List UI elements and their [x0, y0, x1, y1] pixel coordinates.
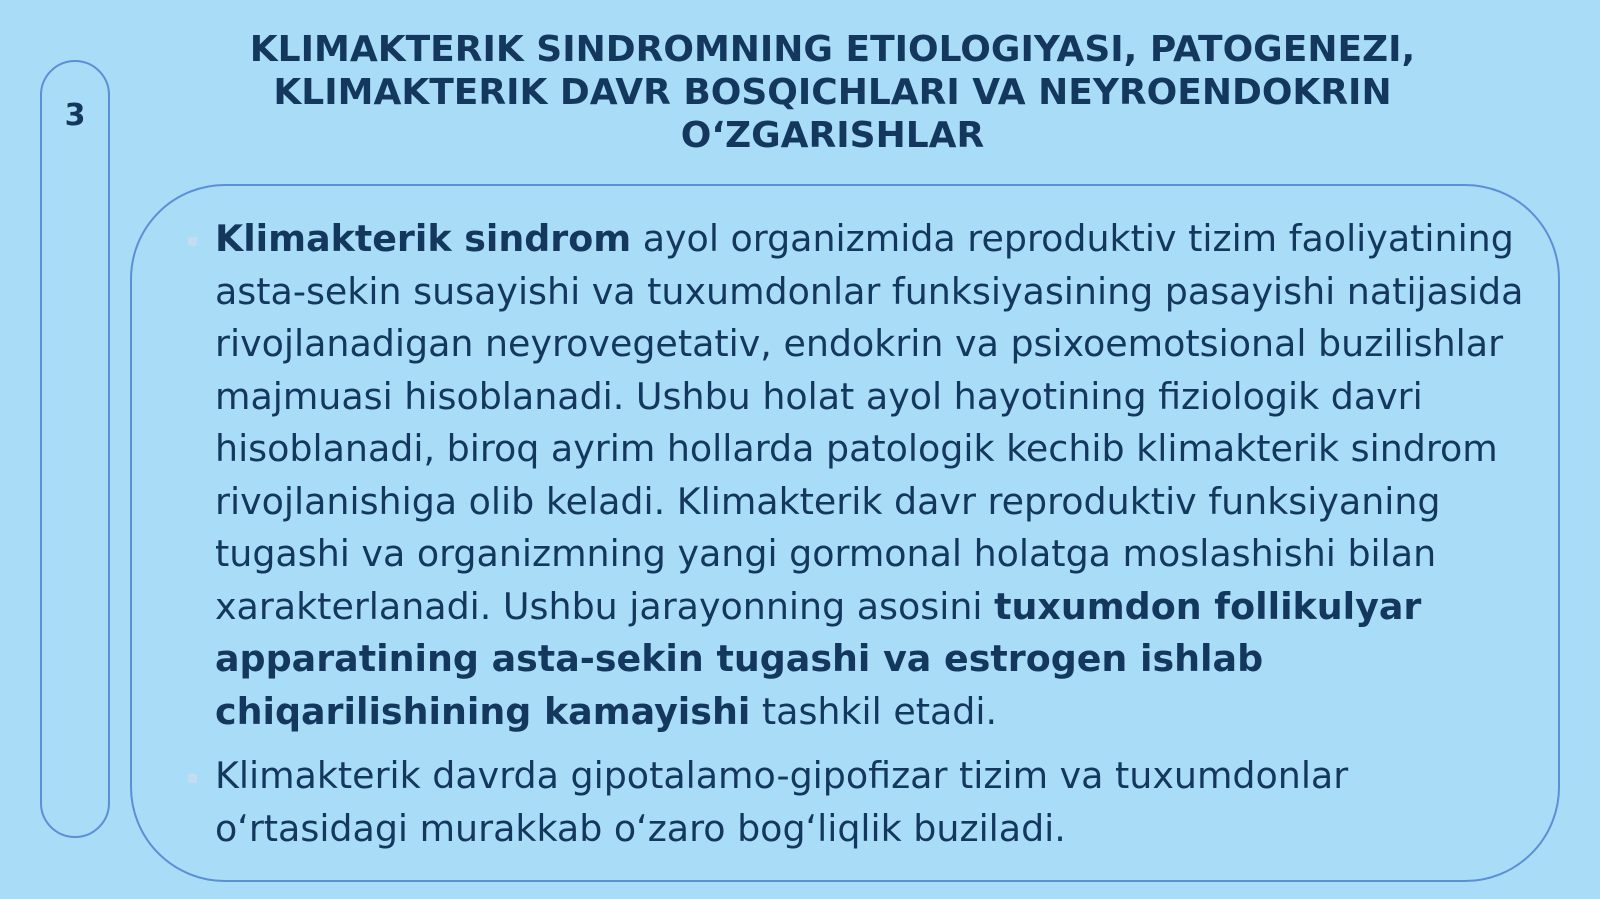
- term-klimakterik-sindrom: Klimakterik sindrom: [215, 217, 632, 260]
- slide-title: KLIMAKTERIK SINDROMNING ETIOLOGIYASI, PATOGENEZI, KLIMAKTERIK DAVR BOSQICHLARI VA NEYROENDOKRIN O‘ZGARISHLAR: [249, 29, 1416, 156]
- slide-number: 3: [64, 98, 86, 133]
- bullet-marker-icon: [188, 237, 197, 246]
- bullet-item-axis: [215, 750, 1545, 855]
- definition-ending: tashkil etadi.: [750, 689, 998, 733]
- slide-number-bar: [40, 60, 110, 838]
- key-mechanism-text: tuxumdon follikulyar apparatining asta-sekin tugashi va estrogen ishlab chiqarilishining kamayishi: [215, 584, 1422, 733]
- definition-text: ayol organizmida reproduktiv tizim faoliyatining asta-sekin susayishi va tuxumdonlar funksiyasining pasayishi natijasida rivojlanadigan neyrovegetativ, endokrin va psixoemotsional buzilishlar majmuasi hisoblanadi. Ushbu holat ayol hayotining fiziologik davri hisoblanadi, biroq ayrim hollarda patologik kechib klimakterik sindrom rivojlanishiga olib keladi. Klimakterik davr reproduktiv funksiyaning tugashi va organizmning yangi gormonal holatga moslashishi bilan xarakterlanadi. Ushbu jarayonning asosini: [215, 217, 1524, 628]
- bullet-list: [215, 213, 1545, 867]
- bullet-marker-icon: [188, 774, 197, 783]
- axis-text: Klimakterik davrda gipotalamo-gipofizar tizim va tuxumdonlar o‘rtasidagi murakkab o‘zaro bog‘liqlik buziladi.: [215, 754, 1349, 850]
- bullet-item-definition: [215, 213, 1545, 738]
